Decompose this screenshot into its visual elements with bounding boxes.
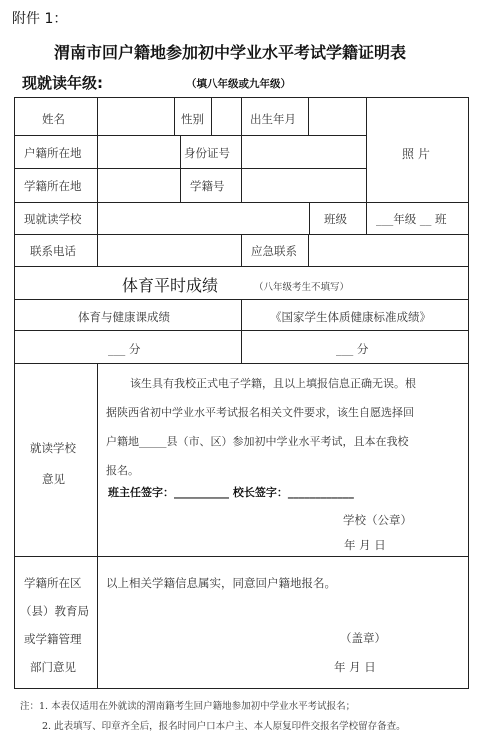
footnote-2: 2. 此表填写、印章齐全后，报名时同户口本户主、本人原复印件交报名学校留存备查。 [42, 721, 406, 732]
gender-input[interactable] [212, 98, 241, 135]
grade-label: 现就读年级: [22, 74, 103, 92]
emergency-input[interactable] [309, 235, 468, 266]
school-opinion-line-2: 据陕西省初中学业水平考试报名相关文件要求，该生自愿选择回 [106, 406, 414, 419]
school-date: 年 月 日 [344, 538, 386, 552]
birth-label: 出生年月 [250, 112, 296, 126]
student-id-label: 学籍号 [190, 179, 225, 193]
current-school-input[interactable] [98, 203, 309, 234]
footnote-1: 注：1. 本表仅适用在外就读的渭南籍考生回户籍地参加初中学业水平考试报名； [20, 701, 356, 712]
school-opinion-label-1: 就读学校 [30, 441, 76, 455]
current-school-label: 现就读学校 [24, 212, 82, 226]
id-number-input[interactable] [242, 136, 366, 168]
pe-col1-header: 体育与健康课成绩 [78, 310, 170, 324]
pe-col1-score[interactable]: ___ 分 [108, 342, 141, 356]
photo-box[interactable] [367, 98, 468, 202]
emergency-label: 应急联系 [251, 244, 297, 258]
student-id-input[interactable] [242, 169, 366, 202]
authority-body: 以上相关学籍信息属实，同意回户籍地报名。 [106, 576, 336, 590]
authority-label-4: 部门意见 [30, 660, 76, 674]
authority-date: 年 月 日 [334, 660, 376, 674]
class-fill[interactable]: ___年级 __ 班 [376, 212, 447, 226]
photo-label: 照 片 [402, 147, 430, 161]
grade-note: （填八年级或九年级） [186, 78, 291, 90]
name-input[interactable] [98, 98, 174, 135]
name-label: 姓名 [42, 112, 65, 126]
pe-col2-score[interactable]: ___ 分 [336, 342, 369, 356]
class-label: 班级 [324, 212, 347, 226]
household-location-label: 户籍所在地 [24, 146, 82, 160]
id-number-label: 身份证号 [184, 146, 230, 160]
phone-label: 联系电话 [30, 244, 76, 258]
school-opinion-line-1: 该生具有我校正式电子学籍，且以上填报信息正确无误。根 [130, 377, 416, 390]
attachment-label: 附件 1： [12, 11, 68, 27]
authority-label-1: 学籍所在区 [24, 576, 82, 590]
authority-seal: （盖章） [340, 631, 386, 645]
pe-section-note: （八年级考生不填写） [254, 282, 350, 293]
signature-line[interactable]: 班主任签字：__________ 校长签字：____________ [108, 486, 354, 499]
authority-label-2: （县）教育局 [20, 604, 89, 618]
school-seal: 学校（公章） [343, 513, 412, 527]
phone-input[interactable] [98, 235, 241, 266]
page-title: 渭南市回户籍地参加初中学业水平考试学籍证明表 [54, 43, 407, 62]
school-location-input[interactable] [98, 169, 180, 202]
birth-input[interactable] [309, 98, 366, 135]
pe-col2-header: 《国家学生体质健康标准成绩》 [270, 310, 431, 324]
school-opinion-label-2: 意见 [42, 472, 65, 486]
household-location-input[interactable] [98, 136, 180, 168]
school-opinion-line-3: 户籍地_____县（市、区）参加初中学业水平考试，且本在我校 [106, 435, 409, 448]
school-opinion-line-4: 报名。 [106, 464, 139, 477]
gender-label: 性别 [181, 112, 204, 126]
pe-section-title: 体育平时成绩 [122, 276, 219, 295]
authority-label-3: 或学籍管理 [24, 632, 82, 646]
school-location-label: 学籍所在地 [24, 179, 82, 193]
